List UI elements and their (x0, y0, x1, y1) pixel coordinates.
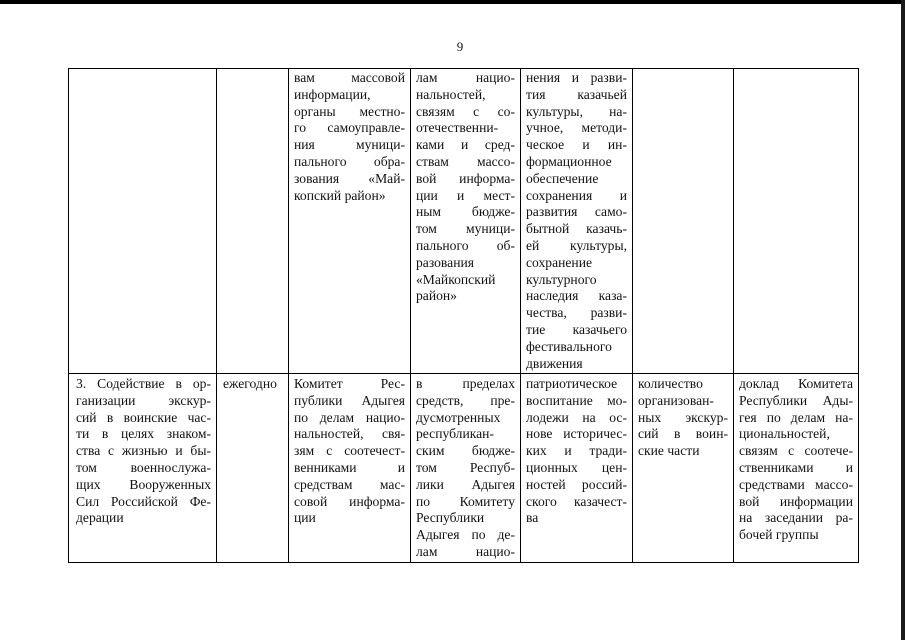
cell-line: по Комитету (416, 493, 515, 509)
cell-line: в пределах (416, 376, 515, 391)
cell-activity (69, 374, 217, 563)
cell-line: ствам массо- (416, 153, 515, 169)
cell-line: копский район» (294, 187, 386, 203)
document-table (68, 68, 859, 563)
cell-line: го самоуправле- (294, 120, 405, 136)
cell-line: средствами массо- (739, 476, 853, 492)
cell-line: чества, разви- (526, 305, 627, 321)
cell-line: ции (294, 510, 316, 526)
cell-line: том муници- (416, 221, 515, 237)
cell-line: район» (416, 288, 457, 304)
cell-line: ственниками и (739, 459, 853, 475)
cell-deadline (217, 69, 289, 374)
cell-line: зования «Май- (294, 170, 405, 186)
cell-line: ния муници- (294, 137, 405, 153)
cell-line: публики Адыгея (294, 392, 405, 408)
cell-line: дерации (76, 510, 124, 526)
cell-line: учное, методи- (526, 120, 627, 136)
cell-funding (411, 374, 521, 563)
cell-line: ства с жизнью и бы- (76, 443, 211, 459)
cell-line: Адыгея по де- (416, 527, 515, 543)
cell-line: республикан- (416, 426, 494, 442)
cell-line: нове историчес- (526, 426, 627, 442)
cell-line: связям с со- (416, 103, 515, 119)
cell-line: сохранение (526, 254, 593, 270)
cell-line: венниками и (294, 459, 405, 475)
cell-line: сохранения и (526, 187, 627, 203)
cell-line: средствам мас- (294, 476, 405, 492)
cell-line: ежегодно (223, 376, 277, 391)
cell-line: нальностей, свя- (294, 426, 405, 442)
cell-line: ганизации экскур- (76, 392, 211, 408)
cell-line: органы местно- (294, 103, 405, 119)
cell-line: пального обра- (294, 153, 405, 169)
cell-line: лам нацио- (416, 70, 515, 85)
cell-line: нения и разви- (526, 70, 627, 85)
cell-line: воспитание мо- (526, 392, 627, 408)
cell-line: доклад Комитета (739, 376, 853, 391)
cell-line: вой информации (739, 493, 853, 509)
cell-line: том военнослужа- (76, 459, 211, 475)
cell-line: культурного (526, 271, 597, 287)
cell-line: формационное (526, 153, 612, 169)
cell-line: ва (526, 510, 539, 526)
cell-line: ких и тради- (526, 443, 627, 459)
cell-line: лам нацио- (416, 543, 515, 559)
cell-line: том Респуб- (416, 459, 515, 475)
cell-line: патриотическое (526, 376, 618, 391)
cell-line: щих Вооруженных (76, 476, 211, 492)
cell-line: Комитет Рес- (294, 376, 405, 391)
cell-line: сий в воинские час- (76, 409, 211, 425)
cell-line: сий в воин- (638, 426, 728, 442)
cell-line: связям с соотече- (739, 443, 853, 459)
cell-line: зям с соотечест- (294, 443, 405, 459)
cell-line: ционных цен- (526, 459, 627, 475)
cell-line: тия казачьей (526, 86, 627, 102)
cell-line: циональностей, (739, 426, 830, 442)
cell-report (734, 69, 859, 374)
cell-line: совой информа- (294, 493, 405, 509)
table-row (69, 69, 859, 374)
cell-line: отечественни- (416, 120, 499, 136)
cell-line: ностей россий- (526, 476, 627, 492)
cell-line: наследия каза- (526, 288, 627, 304)
cell-line: вам массовой (294, 70, 405, 85)
cell-goal (521, 374, 633, 563)
cell-line: количество (638, 376, 703, 391)
cell-line: пального об- (416, 237, 515, 253)
cell-line: по делам нацио- (294, 409, 405, 425)
cell-line: ками и сред- (416, 137, 515, 153)
cell-line: дусмотренных (416, 409, 501, 425)
scan-edge-right (901, 0, 905, 640)
cell-line: фестивального (526, 338, 612, 354)
table-row (69, 374, 859, 563)
cell-report (734, 374, 859, 563)
cell-line: бытной казачь- (526, 221, 627, 237)
page-number: 9 (456, 39, 464, 54)
cell-line: вой информа- (416, 170, 515, 186)
cell-line: лики Адыгея (416, 476, 515, 492)
cell-line: ей культуры, (526, 237, 627, 253)
cell-line: 3. Содействие в ор- (76, 376, 211, 391)
cell-line: ские части (638, 443, 700, 459)
cell-line: лодежи на ос- (526, 409, 627, 425)
cell-line: гея по делам на- (739, 409, 853, 425)
cell-line: ным бюдже- (416, 204, 515, 220)
cell-activity (69, 69, 217, 374)
cell-line: ского казачест- (526, 493, 627, 509)
cell-executor (289, 69, 411, 374)
cell-line: ческое и ин- (526, 137, 627, 153)
cell-line: организован- (638, 392, 714, 408)
cell-executor (289, 374, 411, 563)
cell-line: информации, (294, 86, 371, 102)
cell-line: движения (526, 355, 583, 371)
cell-line: обеспечение (526, 170, 599, 186)
cell-line: разования (416, 254, 474, 270)
cell-indicator (633, 374, 734, 563)
cell-indicator (633, 69, 734, 374)
cell-line: на заседании ра- (739, 510, 853, 526)
cell-line: бочей группы (739, 527, 819, 543)
cell-funding (411, 69, 521, 374)
cell-goal (521, 69, 633, 374)
cell-line: средств, пре- (416, 392, 515, 408)
scan-edge-top (0, 0, 905, 4)
cell-line: ции и мест- (416, 187, 515, 203)
cell-deadline (217, 374, 289, 563)
cell-line: Сил Российской Фе- (76, 493, 211, 509)
cell-line: ским бюдже- (416, 443, 515, 459)
cell-line: развития само- (526, 204, 627, 220)
cell-line: нальностей, (416, 86, 486, 102)
cell-line: Республики (416, 510, 485, 526)
cell-line: Республики Ады- (739, 392, 853, 408)
cell-line: ти в целях знаком- (76, 426, 211, 442)
cell-line: ных экскур- (638, 409, 728, 425)
cell-line: «Майкопский (416, 271, 496, 287)
cell-line: тие казачьего (526, 321, 627, 337)
cell-line: культуры, на- (526, 103, 627, 119)
